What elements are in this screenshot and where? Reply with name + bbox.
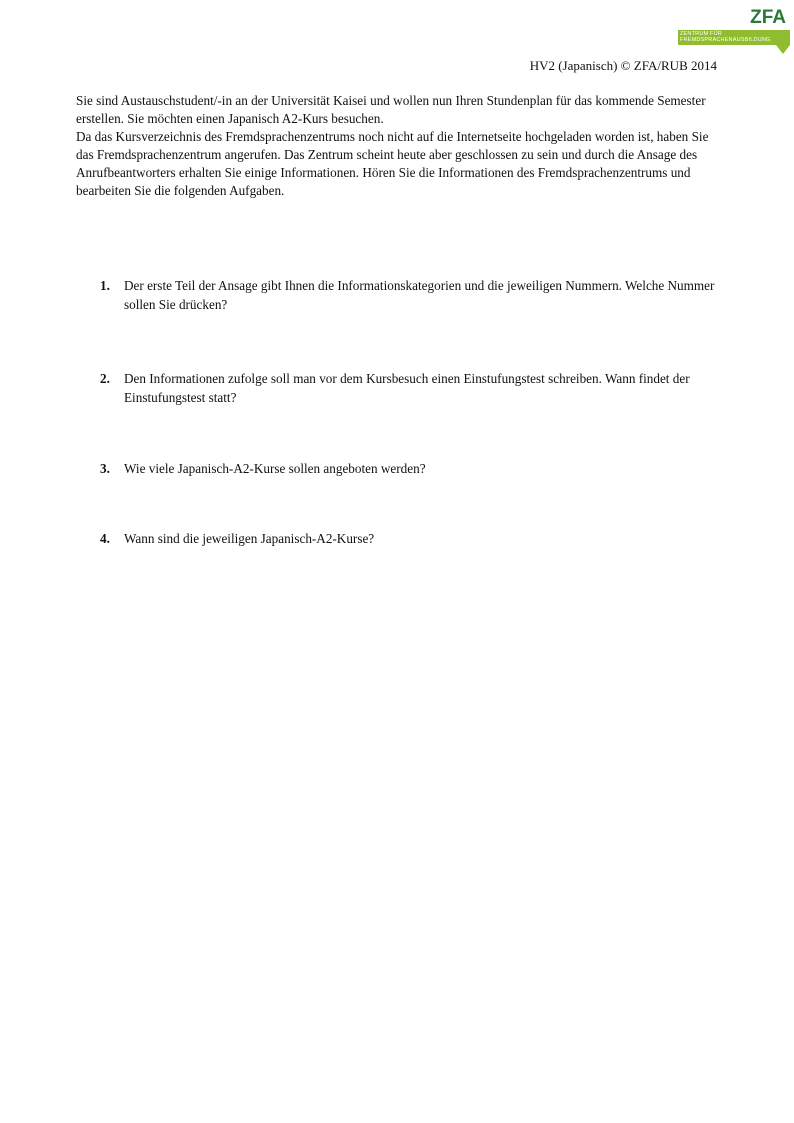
question-number: 3. (100, 461, 110, 476)
question-item-1 (100, 276, 720, 369)
question-text: Der erste Teil der Ansage gibt Ihnen die Informationskategorien und die jeweiligen Nummern. Welche Nummer sollen Sie drücken? (124, 278, 715, 312)
zfa-logo (678, 8, 790, 54)
intro-paragraph-2: Da das Kursverzeichnis des Fremdsprachenzentrums noch nicht auf die Internetseite hochgeladen worden ist, haben Sie das Fremdsprachenzentrum angerufen. Das Zentrum scheint heute aber geschlossen zu sein und durch die Ansage des Anrufbeantworters erhalten Sie einige Informationen. Hören Sie die Informationen des Fremdsprachenzentrums und bearbeiten Sie die folgenden Aufgaben. (76, 129, 709, 198)
logo-subtitle-line1: ZENTRUM FÜR (680, 31, 722, 37)
copyright-note: HV2 (Japanisch) © ZFA/RUB 2014 (529, 58, 717, 73)
logo-wordmark: ZFA (750, 7, 786, 28)
question-text: Wann sind die jeweiligen Japanisch-A2-Kurse? (124, 531, 375, 546)
question-item-3 (100, 459, 720, 529)
question-item-2 (100, 369, 720, 459)
question-number: 2. (100, 371, 110, 386)
question-list (100, 276, 720, 559)
question-item-4 (100, 529, 720, 559)
logo-subtitle-line2: FREMDSPRACHENAUSBILDUNG (680, 37, 771, 43)
question-number: 4. (100, 531, 110, 546)
intro-paragraph-1: Sie sind Austauschstudent/-in an der Universität Kaisei und wollen nun Ihren Stundenplan für das kommende Semester erstellen. Sie möchten einen Japanisch A2-Kurs besuchen. (76, 93, 706, 126)
question-number: 1. (100, 278, 110, 293)
question-text: Wie viele Japanisch-A2-Kurse sollen angeboten werden? (124, 461, 426, 476)
question-text: Den Informationen zufolge soll man vor dem Kursbesuch einen Einstufungstest schreiben. Wann findet der Einstufungstest statt? (124, 371, 690, 405)
logo-banner (678, 30, 790, 45)
intro-text (76, 92, 726, 200)
logo-pointer-shape (776, 45, 790, 54)
